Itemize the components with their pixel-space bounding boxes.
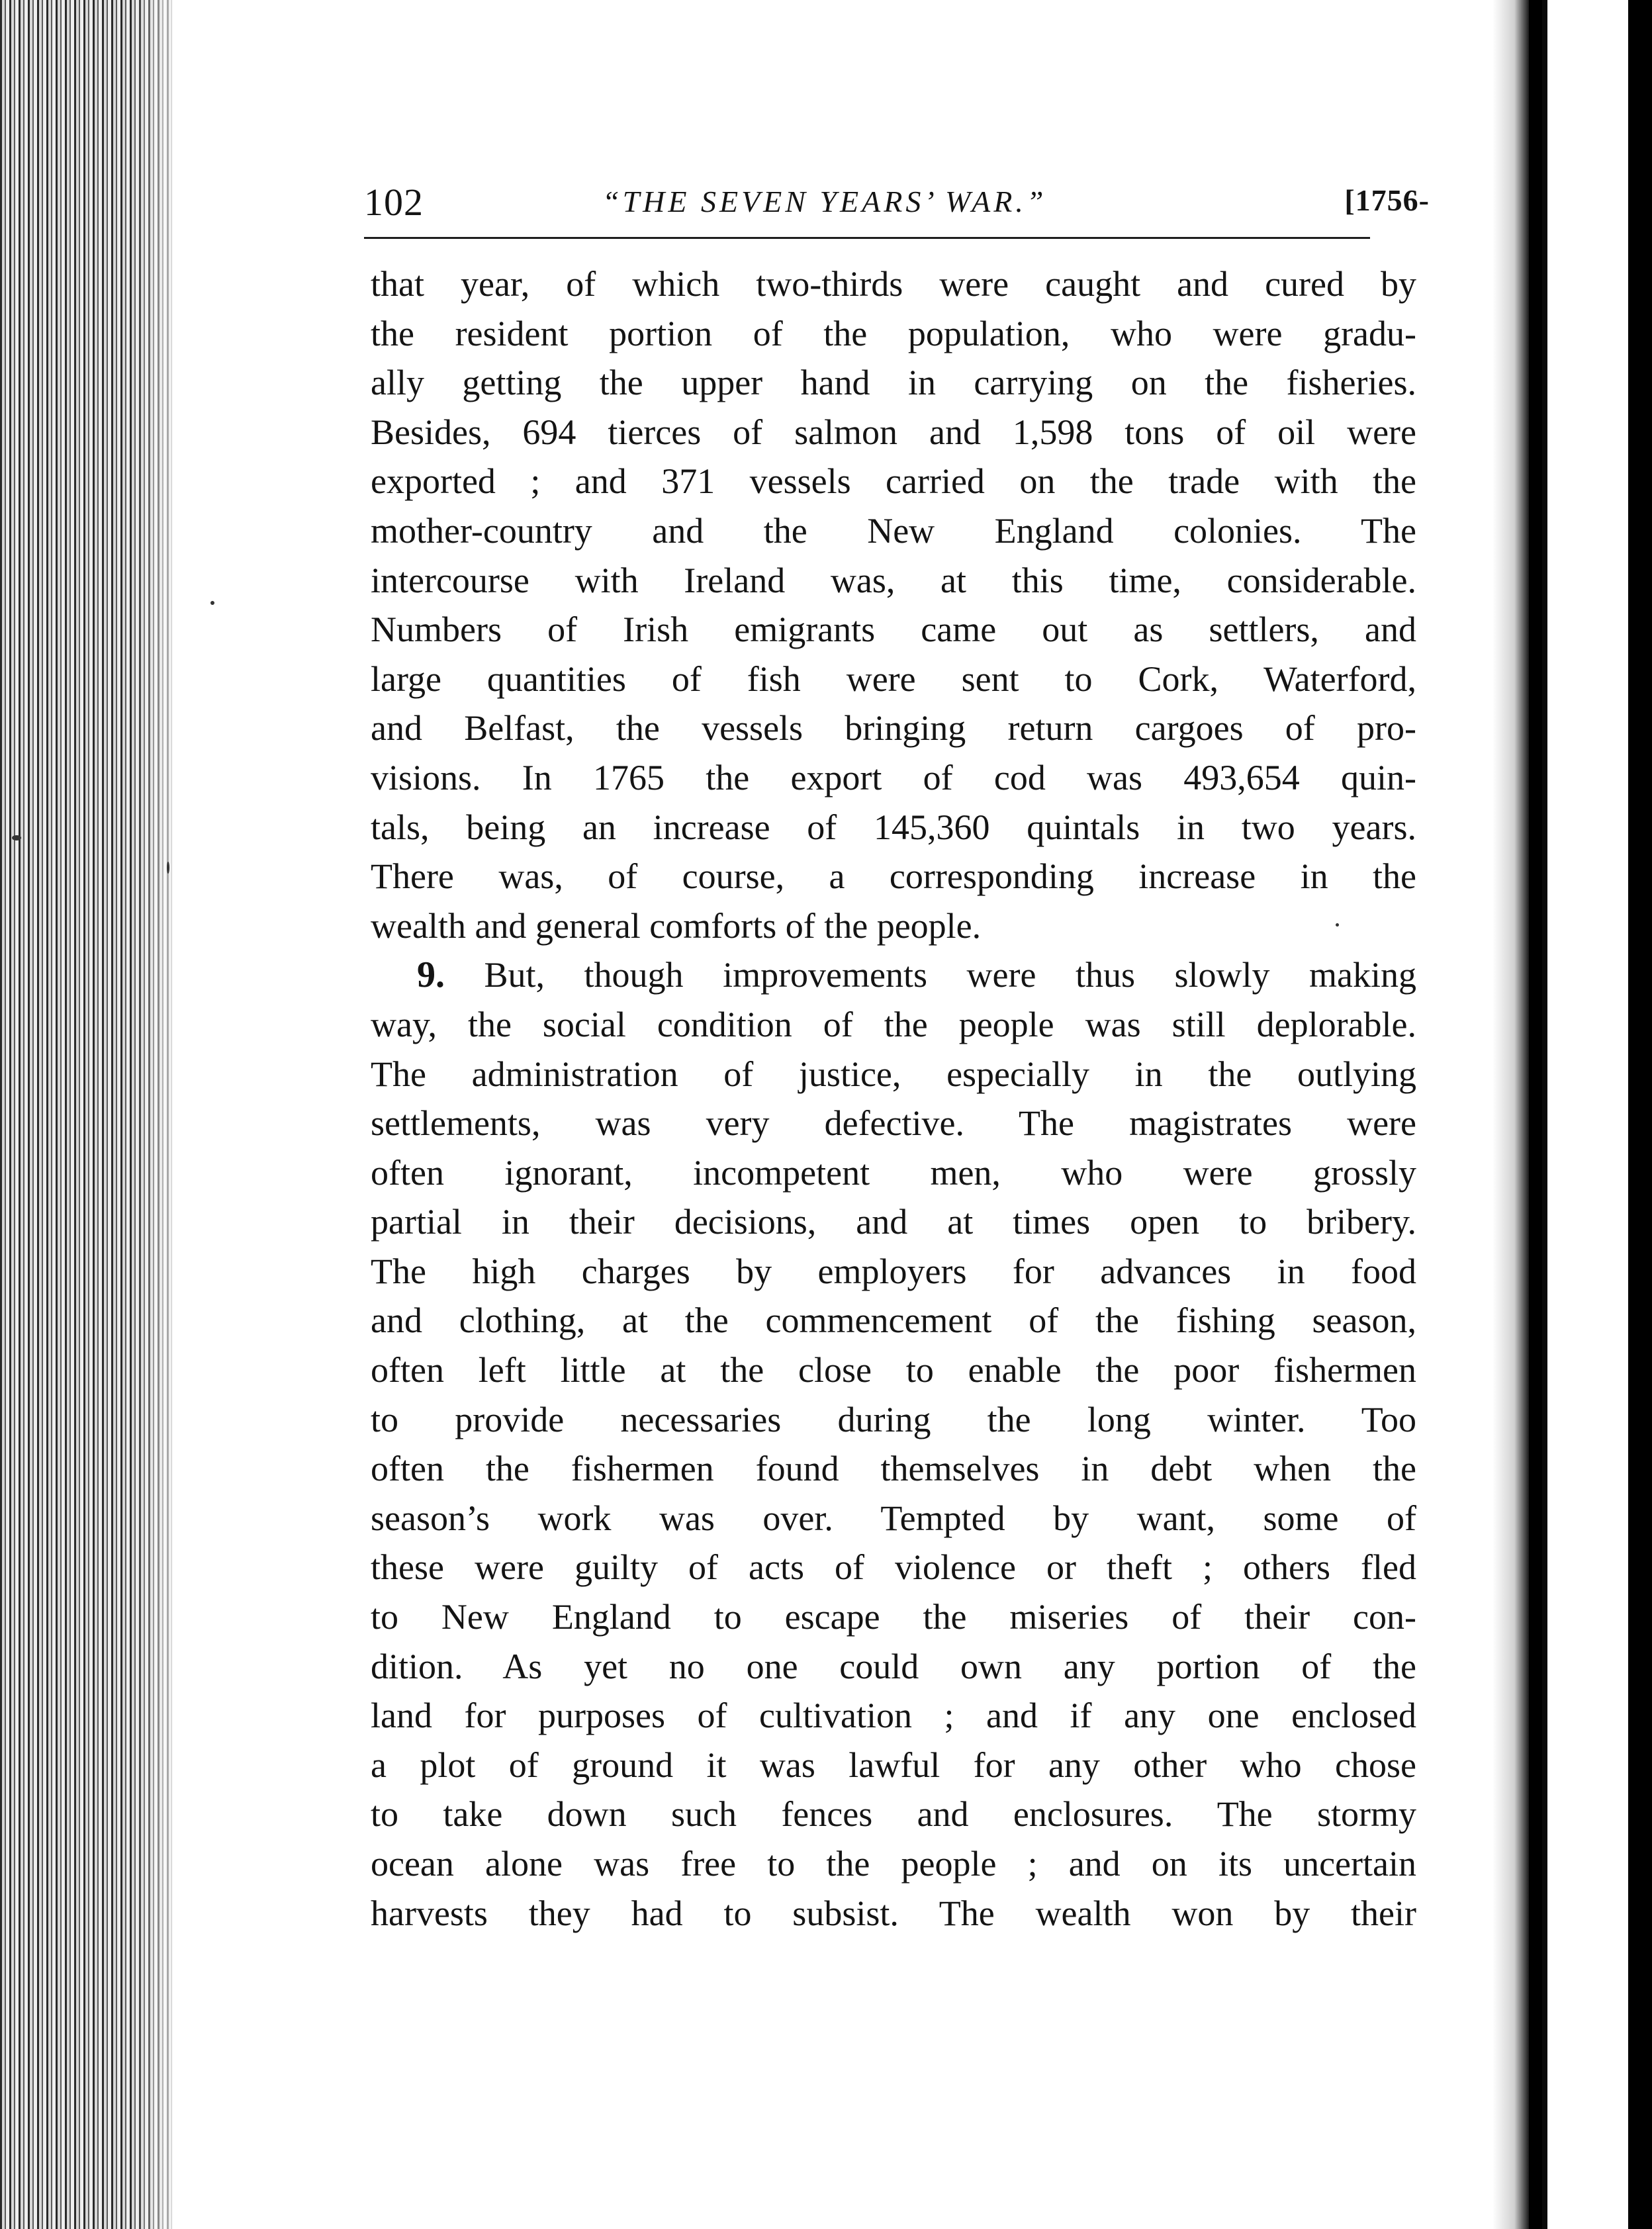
text-line: mother-country and the New England colonies. The: [371, 510, 1416, 551]
paragraph-9-first-line: [371, 950, 1416, 1000]
text-line: There was, of course, a corresponding increase in the: [371, 856, 1416, 897]
text-line: season’s work was over. Tempted by want, some of: [371, 1498, 1416, 1538]
page-number: 102: [364, 181, 424, 224]
text-line: to take down such fences and enclosures. The stormy: [371, 1794, 1416, 1835]
text-line: that year, of which two-thirds were caught and cured by: [371, 264, 1416, 304]
text-line: ally getting the upper hand in carrying on the fisheries.: [371, 363, 1416, 403]
running-title: “THE SEVEN YEARS’ WAR.”: [602, 185, 1047, 218]
facing-page-strip: [1547, 0, 1628, 2229]
ink-speck: [210, 601, 214, 605]
text-line: Besides, 694 tierces of salmon and 1,598 tons of oil were: [371, 412, 1416, 452]
text-line: exported ; and 371 vessels carried on the trade with the: [371, 461, 1416, 502]
text-line: to provide necessaries during the long winter. Too: [371, 1399, 1416, 1439]
page-content: [364, 165, 1430, 1933]
text-line: ocean alone was free to the people ; and on its uncertain: [371, 1844, 1416, 1884]
header-rule: [364, 237, 1370, 239]
text-line: wealth and general comforts of the people.: [371, 905, 982, 946]
paragraph-9-first-text: But, though improvements were thus slowly making: [484, 955, 1416, 995]
running-header: [364, 165, 1430, 232]
text-line: and clothing, at the commencement of the fishing season,: [371, 1300, 1416, 1341]
text-line: to New England to escape the miseries of their con-: [371, 1597, 1416, 1637]
text-line: these were guilty of acts of violence or theft ; others fled: [371, 1547, 1416, 1588]
text-line: tals, being an increase of 145,360 quintals in two years.: [371, 807, 1416, 847]
text-line: and Belfast, the vessels bringing return cargoes of pro-: [371, 708, 1416, 749]
text-line: way, the social condition of the people was still deplorable.: [371, 1004, 1416, 1044]
text-line: dition. As yet no one could own any portion of the: [371, 1646, 1416, 1686]
text-line: intercourse with Ireland was, at this time, considerable.: [371, 560, 1416, 600]
text-line: partial in their decisions, and at times open to bribery.: [371, 1202, 1416, 1242]
text-line: large quantities of fish were sent to Cork, Waterford,: [371, 659, 1416, 699]
text-line: The administration of justice, especially in the outlying: [371, 1054, 1416, 1094]
text-line: harvests they had to subsist. The wealth won by their: [371, 1893, 1416, 1933]
text-line: often the fishermen found themselves in debt when the: [371, 1449, 1416, 1489]
text-line: often left little at the close to enable the poor fishermen: [371, 1350, 1416, 1390]
text-line: The high charges by employers for advances in food: [371, 1251, 1416, 1291]
body-text: [371, 259, 1416, 1938]
text-line: a plot of ground it was lawful for any other who chose: [371, 1745, 1416, 1785]
gutter-shadow: [1492, 0, 1529, 2229]
text-line: the resident portion of the population, who were gradu-: [371, 313, 1416, 353]
running-date: [1756-: [1344, 183, 1430, 217]
text-line: visions. In 1765 the export of cod was 493,654 quin-: [371, 757, 1416, 797]
paragraph-number: 9.: [417, 954, 445, 996]
text-line: settlements, was very defective. The magistrates were: [371, 1103, 1416, 1144]
page-edges-fade: [132, 0, 192, 2229]
ink-speck: [167, 862, 169, 874]
text-line: land for purposes of cultivation ; and if any one enclosed: [371, 1696, 1416, 1736]
text-line: often ignorant, incompetent men, who were grossly: [371, 1152, 1416, 1193]
text-line: Numbers of Irish emigrants came out as settlers, and: [371, 610, 1416, 650]
ink-speck: [12, 835, 21, 841]
